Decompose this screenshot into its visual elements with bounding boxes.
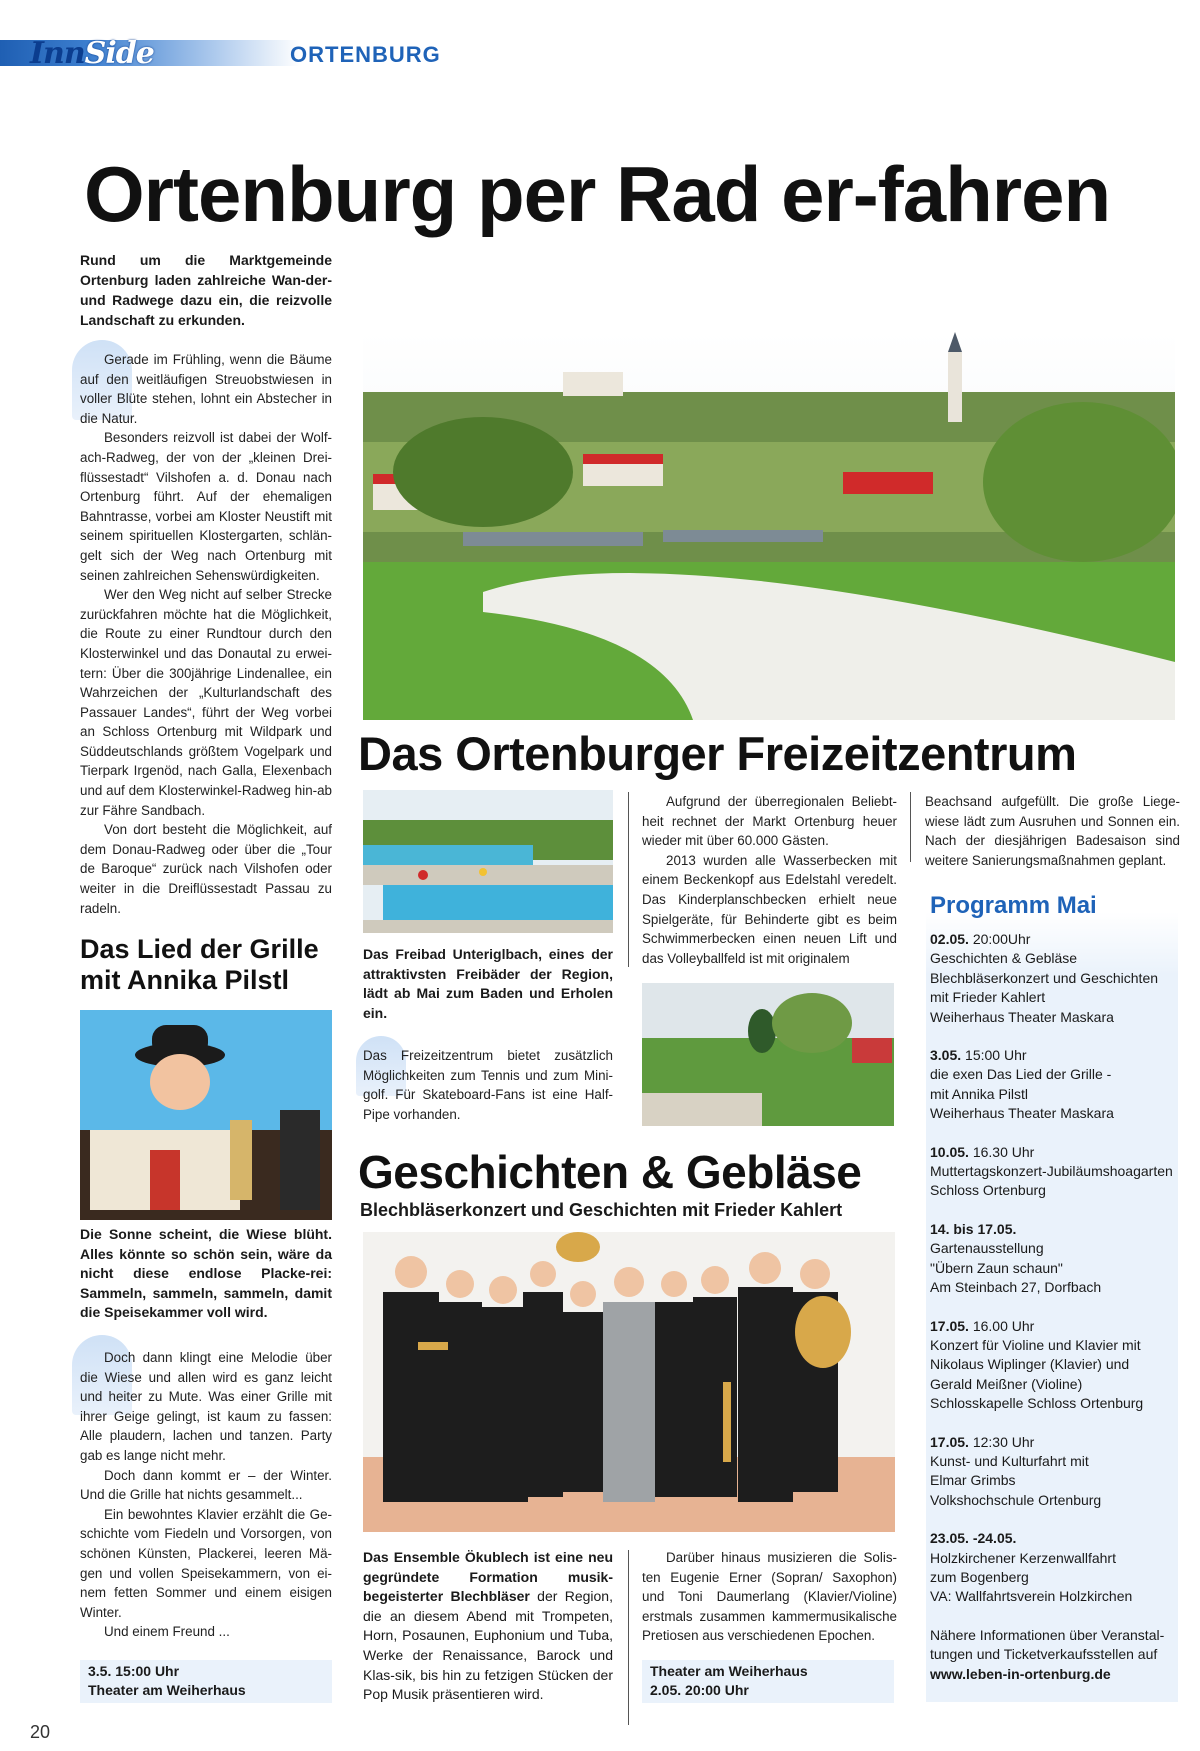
event-line: VA: Wallfahrtsverein Holzkirchen [930,1588,1133,1605]
event-line: Blechbläserkonzert und Geschichten [930,969,1159,986]
grille-info-box [80,1660,332,1703]
paragraph: Gerade im Frühling, wenn die Bäume auf den weitläufigen Streuobstwiesen in voller Blüte stehen, lohnt ein Abstecher in die Natur. [80,352,332,426]
programm-item [930,1046,1180,1124]
event-date: 3.5. 15:00 Uhr [88,1663,180,1679]
programm-item [930,1529,1180,1607]
paragraph: Doch dann kommt er – der Winter. Und die Grille hat nichts gesammelt... [80,1467,332,1503]
event-line: Schloss Ortenburg [930,1182,1046,1199]
grille-heading: Das Lied der Grille mit Annika Pilstl [80,934,319,995]
event-line: Am Steinbach 27, Dorfbach [930,1279,1102,1296]
programm-title: Programm Mai [930,892,1097,919]
freibad-caption: Das Freibad Unteriglbach, eines der attraktivsten Freibäder der Region, lädt ab Mai zum Baden und Erholen ein. [363,946,613,1021]
event-time: 20:00Uhr [968,931,1031,947]
paragraph: Besonders reizvoll ist dabei der Wolf-ach-Radweg, der von der „kleinen Drei-flüssestadt“ Vilshofen a. d. Donau nach Ortenburg führt. Auf der ehemaligen Bahntrasse, vorbei am Kloster Neustift mit seinem spirituellen Klostergarten, schlän-gelt sich der Weg nach Ortenburg mit seinen zahlreichen Sehenswürdigkeiten. [80,430,332,583]
paragraph: Darüber hinaus musizieren die Solis-ten Eugenie Erner (Sopran/ Saxophon) und Toni Daumerlang (Klavier/Violine) erstmals zusammen kammermusikalische Pretiosen aus verschiedenen Epochen. [642,1550,897,1644]
event-line: Muttertagskonzert-Jubiläumshoagarten [930,1163,1173,1180]
grille-caption: Die Sonne scheint, die Wiese blüht. Alles könnte so schön sein, wäre da nicht diese endlose Placke-rei: Sammeln, sammeln, sammeln, damit die Speisekammer voll wird. [80,1226,332,1321]
website-link[interactable]: www.leben-in-ortenburg.de [930,1665,1111,1682]
ortenburg-landscape-photo [363,332,1175,720]
event-venue: Theater am Weiherhaus [88,1682,246,1699]
event-date: 14. bis 17.05. [930,1220,1017,1237]
event-line: mit Annika Pilstl [930,1085,1029,1102]
event-line: Konzert für Violine und Klavier mit [930,1336,1141,1353]
geblaese-article [642,1548,897,1646]
event-time: 16.30 Uhr [968,1143,1035,1160]
event-date: 10.05. [930,1143,969,1160]
paragraph: Von dort besteht die Möglichkeit, auf dem Donau-Radweg oder über die „Tour de Baroque“ zurück nach Vilshofen oder weiter in die Dreiflüssestadt Passau zu radeln. [80,822,332,916]
page-title: Ortenburg per Rad er-fahren [84,150,1111,238]
radweg-article [80,350,332,918]
event-line: Weiherhaus Theater Maskara [930,1008,1114,1025]
event-venue: Theater am Weiherhaus [650,1663,808,1679]
programm-item [930,1220,1180,1298]
freizeit-article-end [925,792,1180,870]
grille-article [80,1348,332,1642]
column-divider [910,792,911,862]
event-line: Volkshochschule Ortenburg [930,1491,1102,1508]
programm-footer [930,1626,1180,1684]
lead-paragraph: Rund um die Marktgemeinde Ortenburg laden zahlreiche Wan-der- und Radwege dazu ein, die reizvolle Landschaft zu erkunden. [80,252,332,328]
ensemble-caption: Das Ensemble Ökublech ist eine neu gegründete Formation musik-begeisterter Blechbläser der Region, die an diesem Abend mit Trompeten, Horn, Posaunen, Euphonium und Tuba, Werke der Renaissance, Barock und Klas-sik, bis hin zu fetzigen Stücken der Pop Musik präsentieren wird. [363,1549,613,1703]
event-time: 15:00 Uhr [961,1047,1027,1064]
section-label: ORTENBURG [290,42,441,67]
page-number: 20 [30,1722,51,1742]
column-divider [628,1550,629,1725]
event-date: 3.05. [930,1047,962,1064]
programm-item [930,1433,1180,1511]
paragraph: Aufgrund der überregionalen Beliebt-heit rechnet der Markt Ortenburg heuer wieder mit über 60.000 Gästen. [642,794,897,849]
geblaese-subheading: Blechbläserkonzert und Geschichten mit Frieder Kahlert [360,1200,843,1220]
event-line: Elmar Grimbs [930,1472,1016,1489]
geblaese-heading: Geschichten & Gebläse [358,1146,862,1198]
paragraph: Das Freizeitzentrum bietet zusätzlich Möglichkeiten zum Tennis und zum Mini-golf. Für Skateboard-Fans ist eine Half-Pipe vorhanden. [363,1048,613,1122]
freizeit-extra-text [363,1046,613,1124]
event-line: die exen Das Lied der Grille - [930,1066,1112,1083]
event-date: 17.05. [930,1317,969,1334]
event-line: Gerald Meißner (Violine) [930,1375,1083,1392]
paragraph: Und einem Freund ... [104,1624,230,1640]
event-line: Weiherhaus Theater Maskara [930,1105,1114,1122]
event-time: 12:30 Uhr [968,1433,1035,1450]
paragraph: Ein bewohntes Klavier erzählt die Ge-schichte vom Fiedeln und Vorsorgen, von schönen Künsten, Plackerei, leeren Mä-gen und vollen Speisekammern, von ei-nem fetten Sommer und einem eisigen Winter. [80,1506,332,1620]
programm-list [930,930,1180,1684]
column-divider [628,792,629,967]
programm-item [930,1143,1180,1201]
paragraph: Doch dann klingt eine Melodie über die Wiese und allen wird es ganz leicht und heiter zu Mute. Was einer Grille mit ihrer Geige gelingt, ist kaum zu fassen: Alle plaudern, lachen und tanzen. Party gab es lange nicht mehr. [80,1350,332,1463]
paragraph: Beachsand aufgefüllt. Die große Liege-wiese lädt zum Ausruhen und Sonnen ein. Nach der diesjährigen Badesaison sind weitere Sanierungsmaßnahmen geplant. [925,794,1180,868]
geblaese-info-box [642,1660,894,1703]
event-line: Geschichten & Gebläse [930,950,1078,967]
grille-photo [80,1010,332,1220]
programm-item [930,930,1180,1027]
event-date: 23.05. -24.05. [930,1530,1017,1547]
footer-text: Nähere Informationen über Veranstal-tungen und Ticketverkaufsstellen auf [930,1626,1165,1663]
event-line: Holzkirchener Kerzenwallfahrt [930,1549,1116,1566]
event-date: 2.05. 20:00 Uhr [650,1682,749,1699]
brand-logo: InnSide [30,36,154,71]
event-line: Schlosskapelle Schloss Ortenburg [930,1395,1144,1412]
paragraph: 2013 wurden alle Wasserbecken mit einem Beckenkopf aus Edelstahl veredelt. Das Kinderplanschbecken erhielt neue Spielgeräte, für Behinderte gibt es beim Schwimmerbecken einen neuen Lift und das Volleyballfeld ist mit originalem [642,852,897,966]
freizeitpark-photo [642,983,894,1126]
event-line: zum Bogenberg [930,1568,1029,1585]
programm-item [930,1317,1180,1414]
event-line: "Übern Zaun schaun" [930,1259,1063,1276]
event-date: 02.05. [930,931,969,947]
event-line: mit Frieder Kahlert [930,989,1046,1006]
paragraph: Wer den Weg nicht auf selber Strecke zurückfahren möchte hat die Möglichkeit, die Route zu einer Rundtour durch den Klosterwinkel und das Donautal zu erwei-tern: Über die 300jährige Lindenallee, ein Wahrzeichen der „Kulturlandschaft des Passauer Landes“, führt der Weg vorbei an Schloss Ortenburg mit Wildpark und Süddeutschlands größtem Vogelpark und Tierpark Irgenöd, nach Galla, Elexenbach und auf dem Klosterwinkel-Radweg hin-ab zur Fähre Sandbach. [80,587,332,818]
event-line: Kunst- und Kulturfahrt mit [930,1452,1089,1469]
freibad-photo [363,790,613,933]
ensemble-photo [363,1232,895,1532]
event-line: Gartenausstellung [930,1240,1044,1257]
freizeit-article [642,792,897,968]
event-date: 17.05. [930,1433,969,1450]
event-line: Nikolaus Wiplinger (Klavier) und [930,1356,1130,1373]
event-time: 16.00 Uhr [968,1317,1035,1334]
freizeit-heading: Das Ortenburger Freizeitzentrum [358,727,1077,780]
